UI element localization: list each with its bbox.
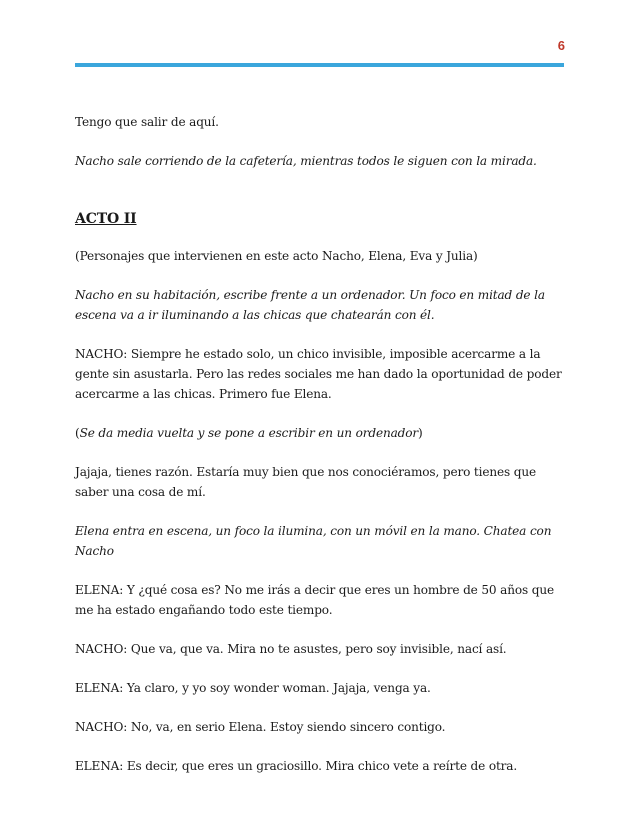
dialogue-line: ELENA: Ya claro, y yo soy wonder woman. Jajaja, venga ya. [75,681,431,695]
stage-direction: Nacho sale corriendo de la cafetería, mientras todos le siguen con la mirada. [75,154,537,168]
stage-direction: Nacho en su habitación, escribe frente a un ordenador. Un foco en mitad de la escena va a ir iluminando a las chicas que chatearán con él. [75,288,545,322]
header-rule [75,63,564,67]
act-heading: ACTO II [75,211,137,227]
characters-note: (Personajes que intervienen en este acto Nacho, Elena, Eva y Julia) [75,249,478,263]
stage-direction-text: Se da media vuelta y se pone a escribir en un ordenador [79,426,419,440]
dialogue-line: ELENA: Es decir, que eres un graciosillo. Mira chico vete a reírte de otra. [75,759,518,773]
dialogue-line: Jajaja, tienes razón. Estaría muy bien que nos conociéramos, pero tienes que saber una cosa de mí. [75,465,536,499]
stage-direction-inline [75,423,570,443]
dialogue-line: NACHO: Siempre he estado solo, un chico invisible, imposible acercarme a la gente sin asustarla. Pero las redes sociales me han dado la oportunidad de poder acercarme a las chicas. Primero fue Elena. [75,347,562,401]
dialogue-line: NACHO: Que va, que va. Mira no te asustes, pero soy invisible, nací así. [75,642,507,656]
dialogue-line: NACHO: No, va, en serio Elena. Estoy siendo sincero contigo. [75,720,446,734]
document-body [75,112,570,795]
paren-close: ) [418,426,423,440]
stage-direction: Elena entra en escena, un foco la ilumina, con un móvil en la mano. Chatea con Nacho [75,524,552,558]
dialogue-line: ELENA: Y ¿qué cosa es? No me irás a decir que eres un hombre de 50 años que me ha estado engañando todo este tiempo. [75,583,554,617]
dialogue-line: Tengo que salir de aquí. [75,115,219,129]
paren-open: ( [75,426,80,440]
page-number: 6 [557,38,565,53]
